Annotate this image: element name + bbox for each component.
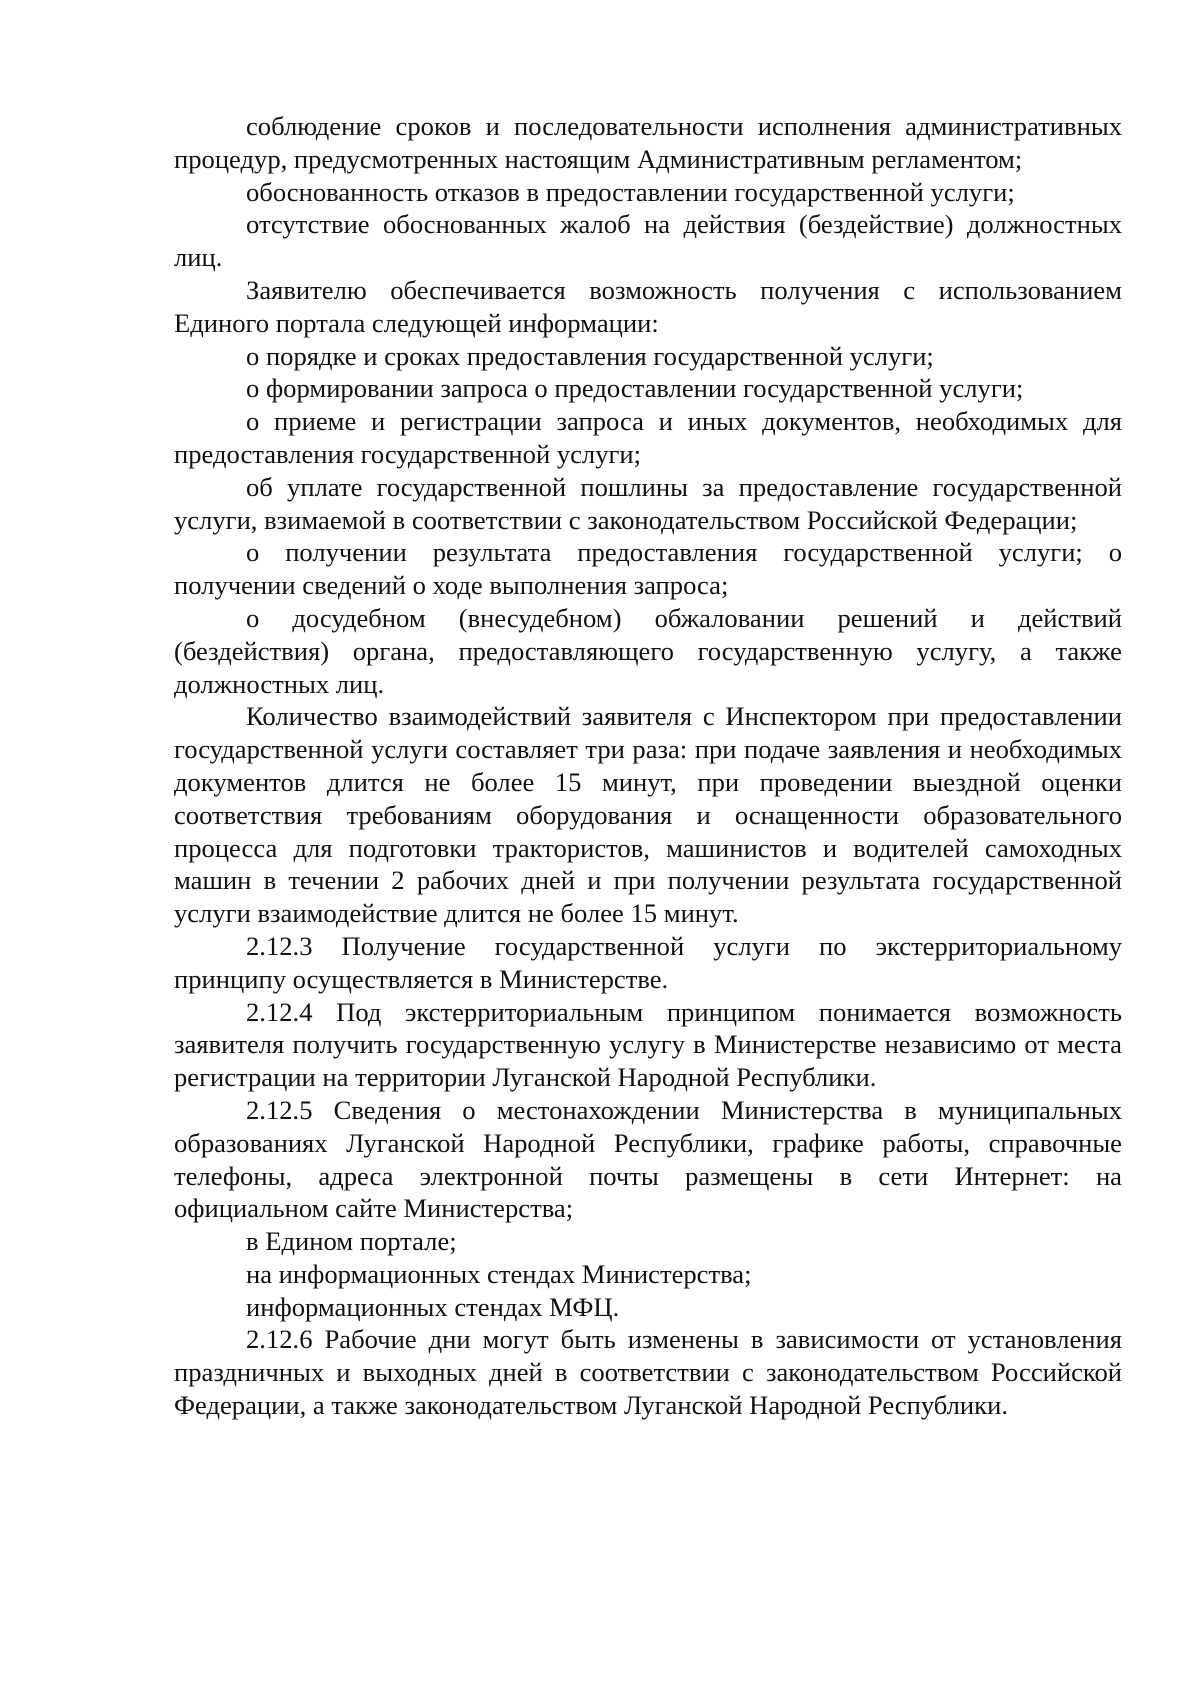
paragraph-mfc-stands: информационных стендах МФЦ.	[246, 1291, 620, 1322]
paragraph-result-receipt: о получении результата предоставления государственной услуги; о получении сведений о ходе выполнения запроса;	[174, 537, 1122, 601]
paragraph-2-12-5: 2.12.5 Сведения о местонахождении Министерства в муниципальных образованиях Луганской Народной Республики, графике работы, справочные телефоны, адреса электронной почты размещены в сети Интернет: на официальном сайте Министерства;	[174, 1094, 1122, 1224]
paragraph-portal-information: Заявителю обеспечивается возможность получения с использованием Единого портала следующей информации:	[174, 274, 1122, 338]
paragraph-refusal-validity: обоснованность отказов в предоставлении государственной услуги;	[246, 176, 1015, 207]
paragraph-interactions-count: Количество взаимодействий заявителя с Инспектором при предоставлении государственной услуги составляет три раза: при подаче заявления и необходимых документов длится не более 15 минут, при проведении выездной оценки соответствия требованиям оборудования и оснащенности образовательного процесса для подготовки трактористов, машинистов и водителей самоходных машин в течении 2 рабочих дней и при получении результата государственной услуги взаимодействие длится не более 15 минут.	[174, 701, 1122, 929]
paragraph-single-portal: в Едином портале;	[246, 1226, 457, 1257]
paragraph-no-complaints: отсутствие обоснованных жалоб на действия (бездействие) должностных лиц.	[174, 209, 1122, 273]
paragraph-request-registration: о приеме и регистрации запроса и иных документов, необходимых для предоставления государственной услуги;	[174, 406, 1122, 469]
paragraph-2-12-4: 2.12.4 Под экстерриториальным принципом понимается возможность заявителя получить государственную услугу в Министерстве независимо от места регистрации на территории Луганской Народной Республики.	[174, 996, 1122, 1093]
paragraph-deadlines-compliance: соблюдение сроков и последовательности исполнения административных процедур, предусмотренных настоящим Административным регламентом;	[174, 111, 1122, 174]
paragraph-state-duty: об уплате государственной пошлины за предоставление государственной услуги, взимаемой в соответствии с законодательством Российской Федерации;	[174, 471, 1122, 535]
paragraph-appeal: о досудебном (внесудебном) обжаловании решений и действий (бездействия) органа, предоставляющего государственную услугу, а также должностных лиц.	[174, 602, 1122, 699]
paragraph-request-forming: о формировании запроса о предоставлении государственной услуги;	[246, 373, 1024, 404]
paragraph-ministry-stands: на информационных стендах Министерства;	[246, 1258, 752, 1289]
paragraph-procedure-terms: о порядке и сроках предоставления государственной услуги;	[246, 340, 934, 371]
paragraph-2-12-6: 2.12.6 Рабочие дни могут быть изменены в зависимости от установления праздничных и выходных дней в соответствии с законодательством Российской Федерации, а также законодательством Луганской Народной Республики.	[174, 1324, 1122, 1421]
paragraph-2-12-3: 2.12.3 Получение государственной услуги по экстерриториальному принципу осуществляется в Министерстве.	[174, 930, 1122, 994]
document-body	[174, 110, 1122, 1422]
